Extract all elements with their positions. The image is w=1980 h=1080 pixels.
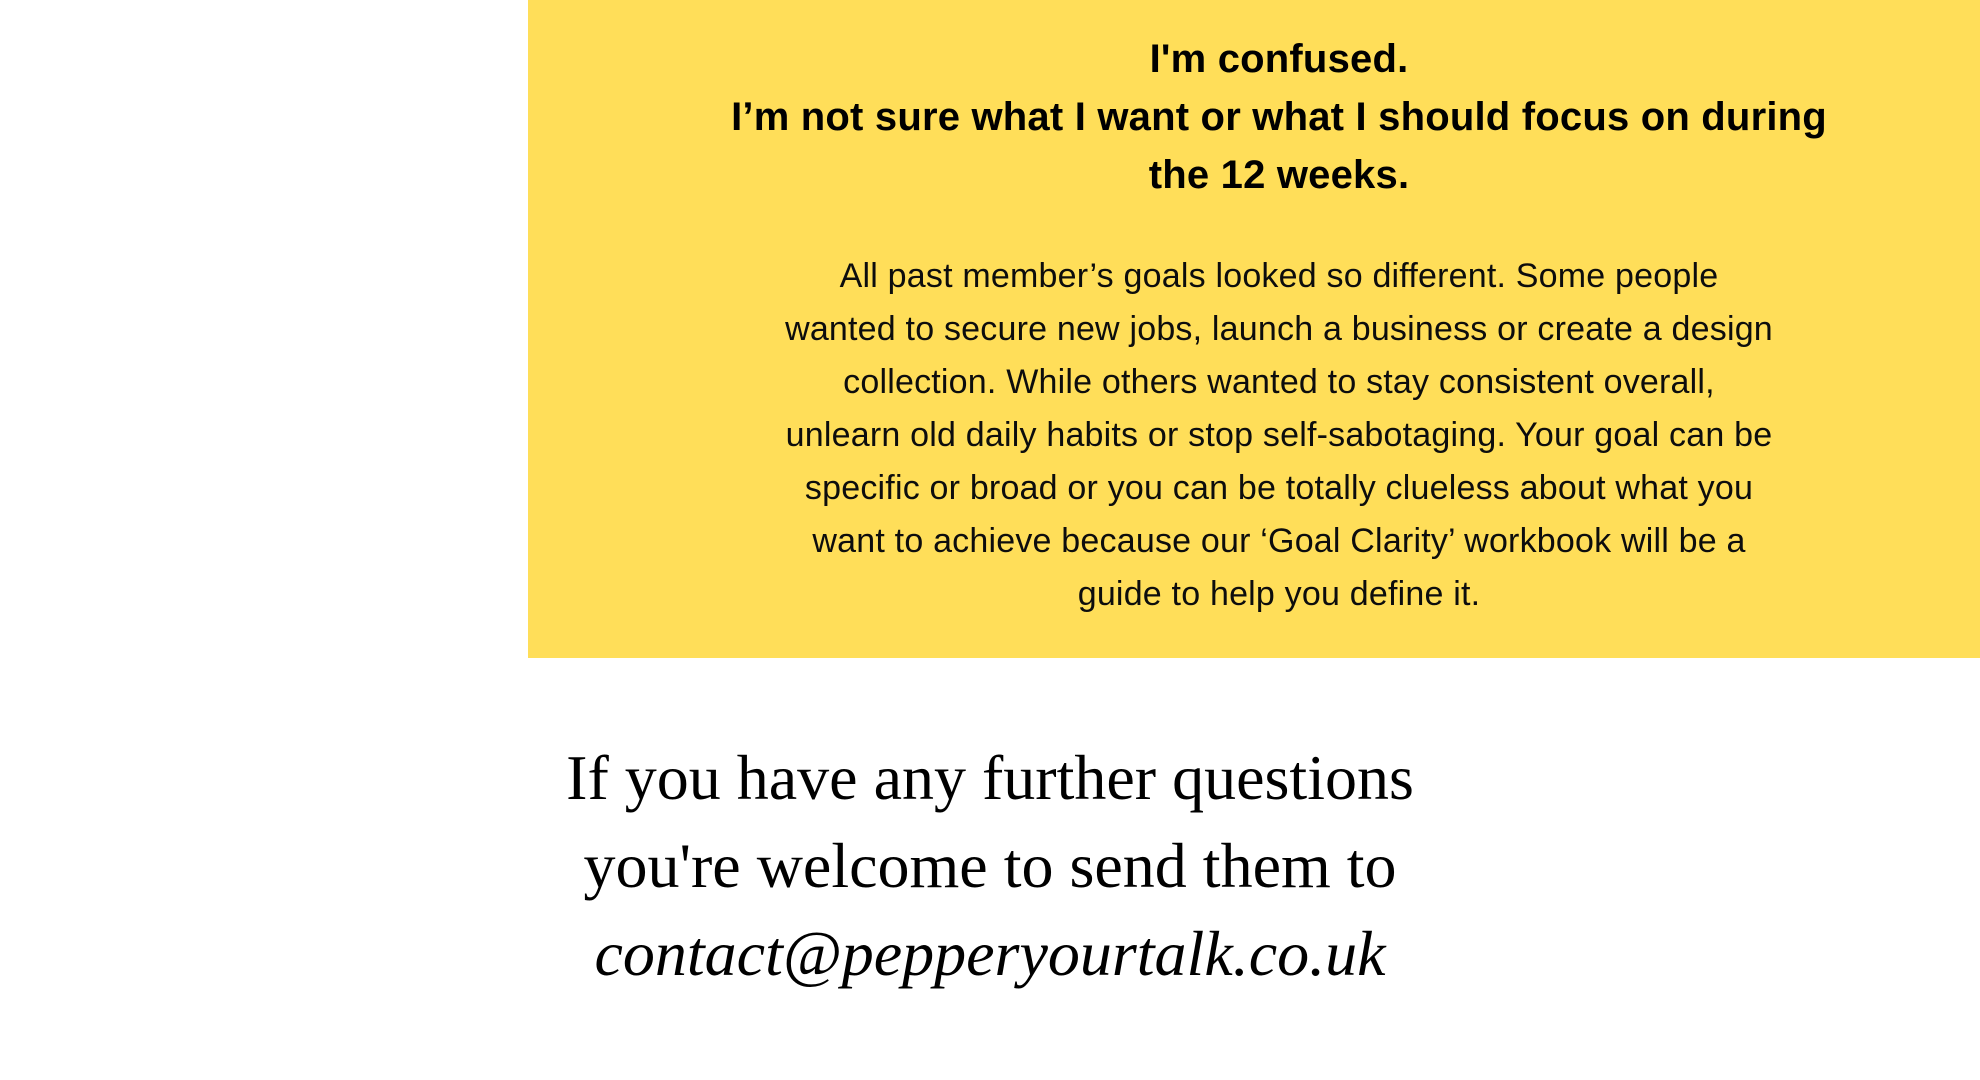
contact-text-line-2: you're welcome to send them to (583, 830, 1397, 901)
faq-answer-line-6: want to achieve because our ‘Goal Clarity’ workbook will be a (812, 522, 1746, 560)
faq-question-line-2: I’m not sure what I want or what I should focus on during (731, 95, 1827, 139)
faq-answer-line-4: unlearn old daily habits or stop self-sabotaging. Your goal can be (785, 416, 1773, 454)
faq-answer-line-1: All past member’s goals looked so different. Some people (839, 257, 1719, 295)
contact-email: contact@pepperyourtalk.co.uk (594, 918, 1386, 989)
faq-answer-line-3: collection. While others wanted to stay consistent overall, (843, 363, 1715, 401)
faq-answer (632, 250, 1926, 621)
faq-question (632, 30, 1926, 204)
faq-question-line-1: I'm confused. (1149, 37, 1409, 81)
contact-text-line-1: If you have any further questions (566, 742, 1414, 813)
faq-answer-line-5: specific or broad or you can be totally clueless about what you (804, 469, 1754, 507)
contact-section (0, 734, 1980, 998)
faq-answer-line-2: wanted to secure new jobs, launch a business or create a design (785, 310, 1773, 348)
faq-question-line-3: the 12 weeks. (1148, 153, 1410, 197)
faq-answer-line-7: guide to help you define it. (1077, 575, 1481, 613)
faq-card (528, 0, 1980, 658)
